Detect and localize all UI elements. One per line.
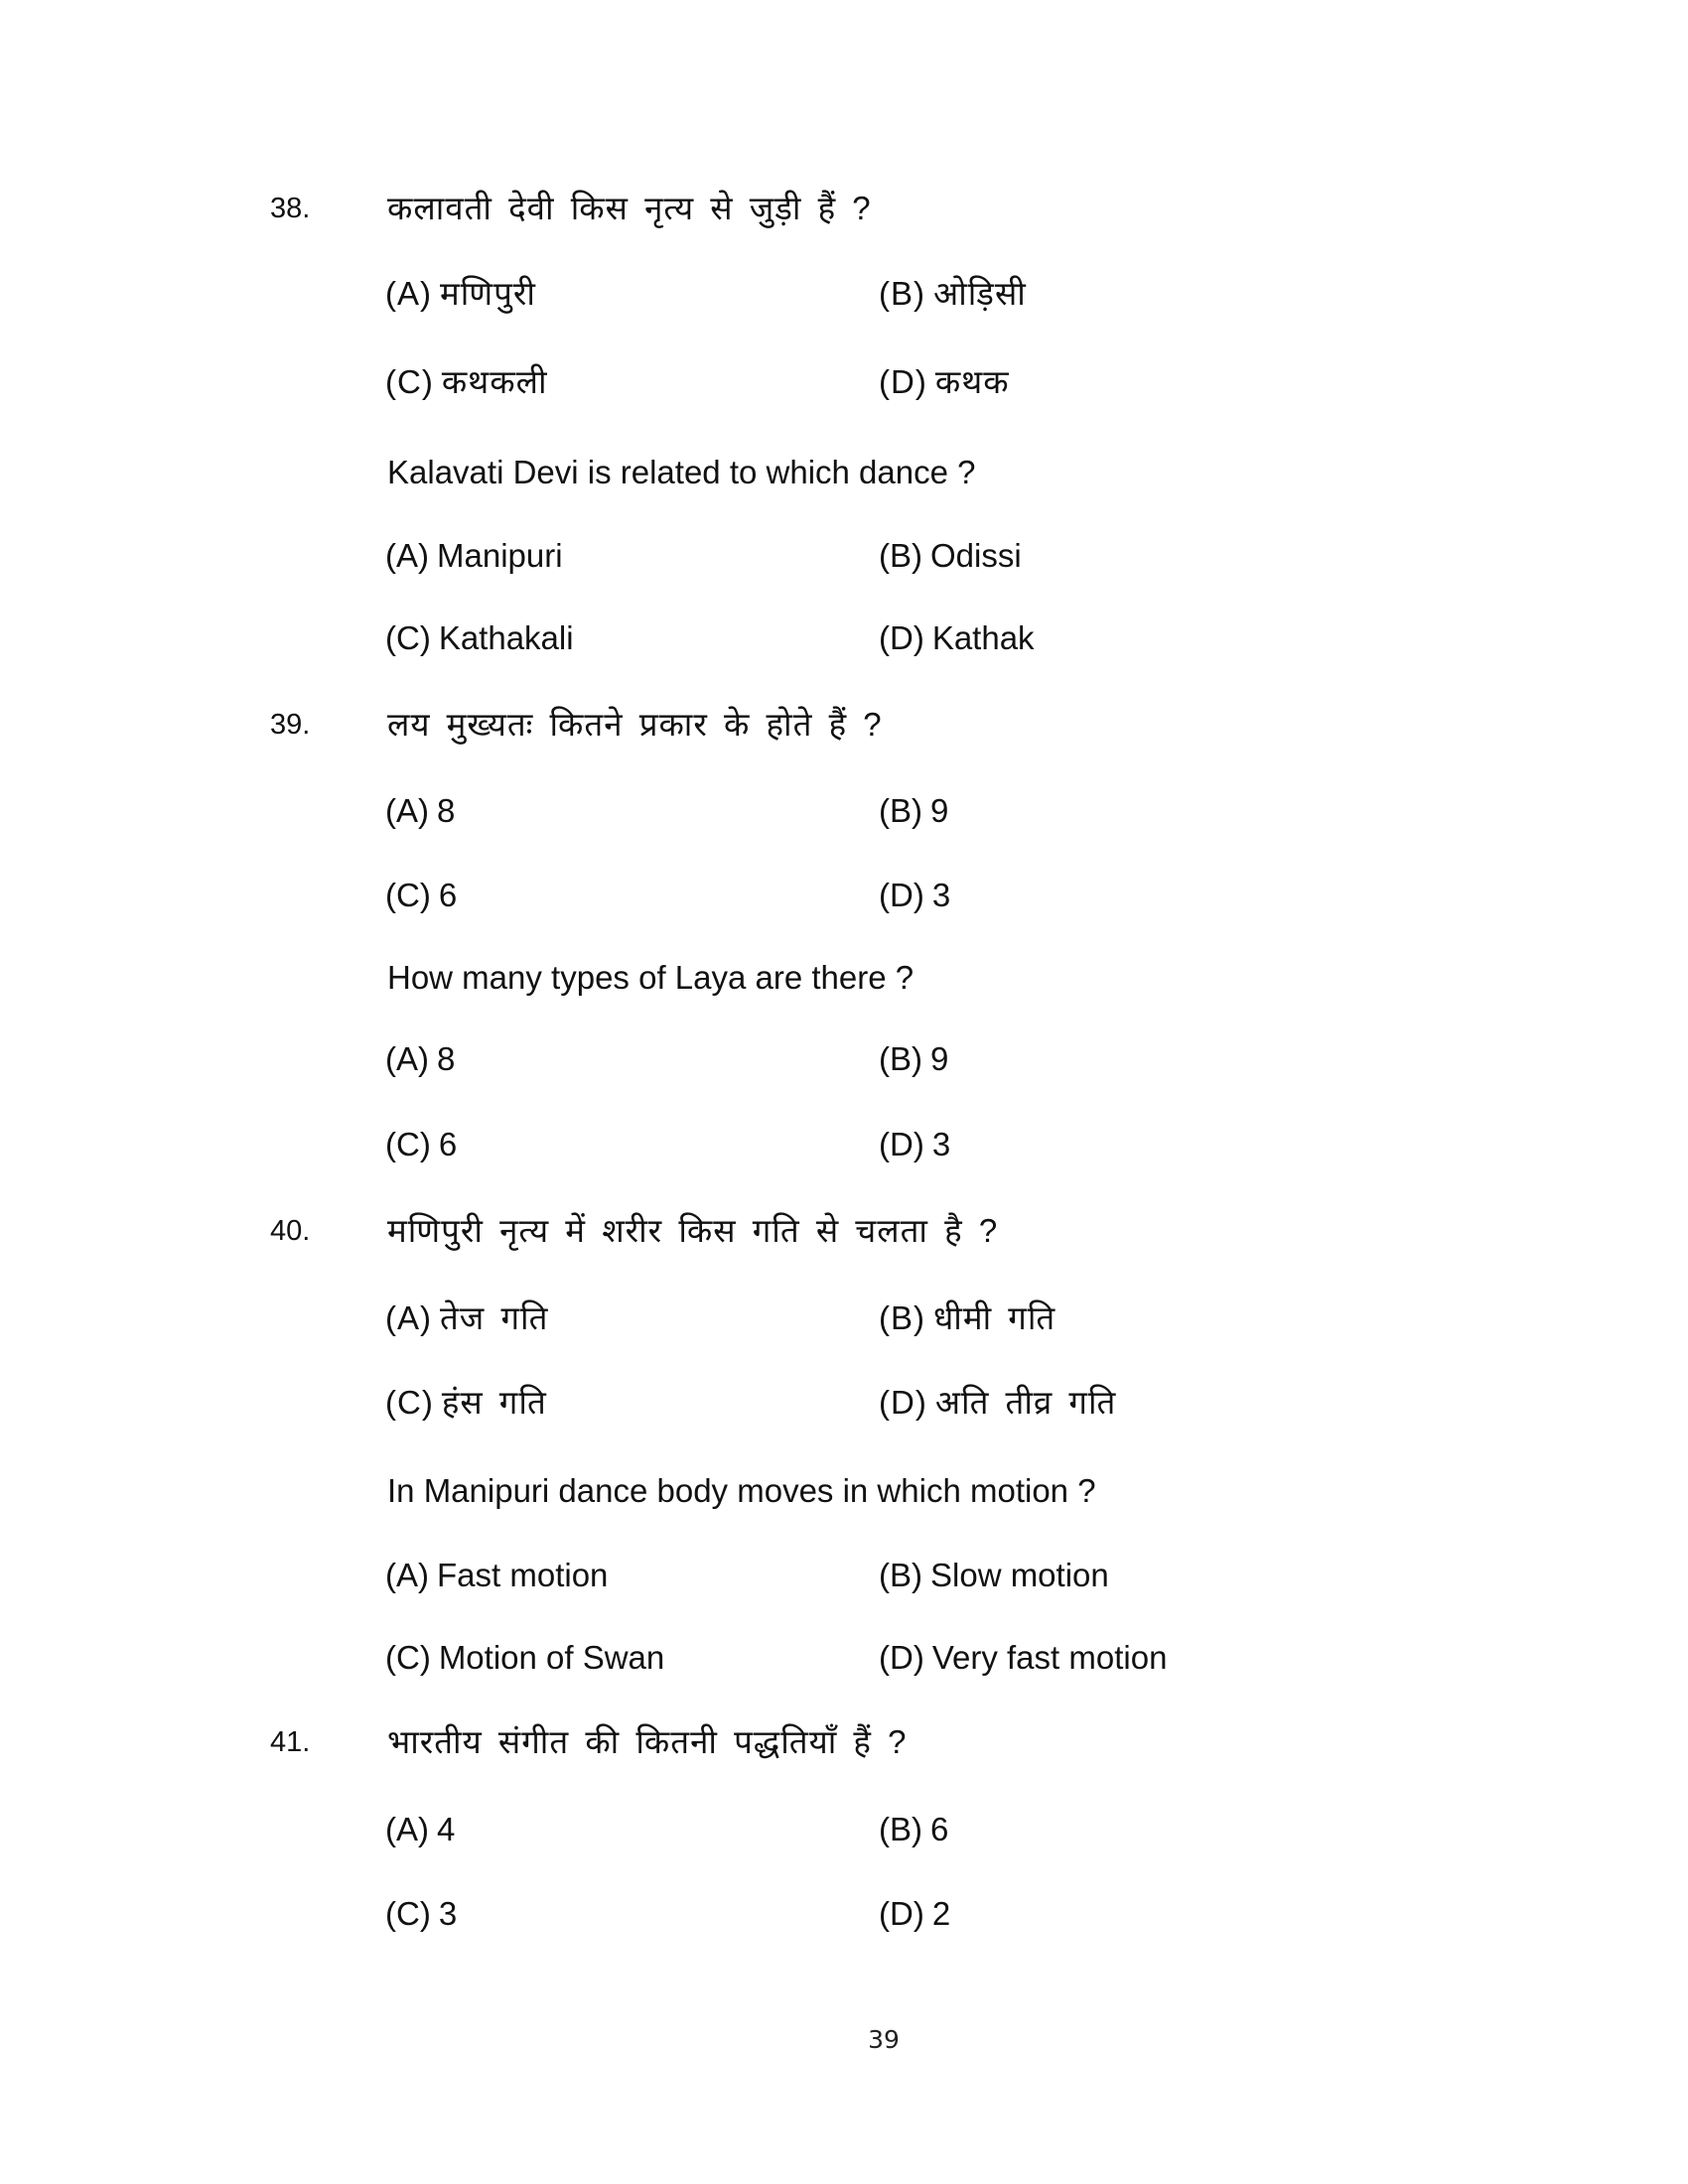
option-label: (A) bbox=[385, 275, 432, 312]
option-d-hindi bbox=[879, 871, 950, 920]
question-text-hindi: लय मुख्यतः कितने प्रकार के होते हैं ? bbox=[387, 706, 883, 743]
option-c-english bbox=[385, 1120, 457, 1169]
question-text-english: In Manipuri dance body moves in which motion ? bbox=[387, 1472, 1096, 1509]
option-b-english bbox=[879, 531, 1022, 581]
option-d-english bbox=[879, 614, 1035, 663]
page-number: 39 bbox=[868, 2025, 900, 2054]
option-text: Fast motion bbox=[437, 1557, 609, 1593]
option-text: 9 bbox=[930, 1040, 949, 1077]
option-d-english bbox=[879, 1120, 950, 1169]
option-text: कथक bbox=[934, 363, 1010, 400]
option-label: (D) bbox=[879, 1895, 924, 1932]
option-text: कथकली bbox=[441, 363, 548, 400]
option-text: मणिपुरी bbox=[440, 275, 536, 312]
option-label: (B) bbox=[879, 275, 925, 312]
option-text: ओड़िसी bbox=[933, 275, 1027, 312]
option-label: (A) bbox=[385, 537, 429, 574]
question-number: 41. bbox=[270, 1726, 311, 1758]
option-text: Kathak bbox=[931, 619, 1035, 656]
question-number: 38. bbox=[270, 193, 311, 224]
option-label: (B) bbox=[879, 1557, 922, 1593]
option-label: (D) bbox=[879, 363, 927, 400]
option-c-english bbox=[385, 614, 574, 663]
option-text: 4 bbox=[437, 1811, 456, 1847]
option-c-hindi bbox=[385, 871, 457, 920]
option-c-hindi bbox=[385, 1378, 547, 1428]
option-label: (A) bbox=[385, 1811, 429, 1847]
option-c-hindi bbox=[385, 1889, 457, 1939]
option-b-hindi bbox=[879, 269, 1027, 319]
option-c-hindi bbox=[385, 357, 548, 407]
option-text: Motion of Swan bbox=[438, 1639, 665, 1676]
option-label: (C) bbox=[385, 619, 431, 656]
option-text: धीमी गति bbox=[933, 1299, 1056, 1336]
option-b-hindi bbox=[879, 1805, 948, 1854]
option-text: 6 bbox=[438, 877, 458, 913]
option-text: 8 bbox=[437, 792, 456, 829]
option-a-hindi bbox=[385, 1805, 455, 1854]
question-text-hindi: भारतीय संगीत की कितनी पद्धतियाँ हैं ? bbox=[387, 1723, 908, 1760]
question-text-hindi: मणिपुरी नृत्य में शरीर किस गति से चलता है ? bbox=[387, 1212, 999, 1249]
option-text: Manipuri bbox=[437, 537, 563, 574]
question-number: 40. bbox=[270, 1215, 311, 1247]
question-number: 39. bbox=[270, 709, 311, 741]
option-label: (C) bbox=[385, 363, 434, 400]
option-text: 3 bbox=[438, 1895, 458, 1932]
option-text: हंस गति bbox=[441, 1384, 547, 1421]
option-label: (D) bbox=[879, 1384, 927, 1421]
option-text: Kathakali bbox=[438, 619, 574, 656]
option-label: (B) bbox=[879, 792, 922, 829]
option-label: (C) bbox=[385, 877, 431, 913]
option-label: (B) bbox=[879, 1299, 925, 1336]
option-a-english bbox=[385, 531, 563, 581]
option-b-english bbox=[879, 1034, 948, 1084]
option-label: (D) bbox=[879, 1639, 924, 1676]
question-text-hindi: कलावती देवी किस नृत्य से जुड़ी हैं ? bbox=[387, 190, 872, 226]
option-label: (A) bbox=[385, 1299, 432, 1336]
option-label: (D) bbox=[879, 1126, 924, 1162]
option-b-english bbox=[879, 1551, 1109, 1600]
option-label: (C) bbox=[385, 1384, 434, 1421]
question-text-english: Kalavati Devi is related to which dance ? bbox=[387, 454, 976, 490]
option-d-english bbox=[879, 1633, 1167, 1683]
option-label: (C) bbox=[385, 1639, 431, 1676]
option-label: (A) bbox=[385, 1557, 429, 1593]
option-label: (B) bbox=[879, 537, 922, 574]
option-b-hindi bbox=[879, 786, 948, 836]
option-text: 8 bbox=[437, 1040, 456, 1077]
option-text: 9 bbox=[930, 792, 949, 829]
option-text: Odissi bbox=[930, 537, 1022, 574]
question-text-english: How many types of Laya are there ? bbox=[387, 959, 914, 996]
option-d-hindi bbox=[879, 1378, 1116, 1428]
option-text: तेज गति bbox=[440, 1299, 549, 1336]
option-text: 2 bbox=[931, 1895, 951, 1932]
option-label: (C) bbox=[385, 1895, 431, 1932]
option-label: (A) bbox=[385, 1040, 429, 1077]
option-text: 6 bbox=[930, 1811, 949, 1847]
option-d-hindi bbox=[879, 357, 1010, 407]
option-a-english bbox=[385, 1034, 455, 1084]
option-label: (A) bbox=[385, 792, 429, 829]
option-a-hindi bbox=[385, 786, 455, 836]
option-label: (B) bbox=[879, 1040, 922, 1077]
option-label: (C) bbox=[385, 1126, 431, 1162]
option-c-english bbox=[385, 1633, 664, 1683]
option-text: 3 bbox=[931, 1126, 951, 1162]
option-label: (D) bbox=[879, 619, 924, 656]
option-a-hindi bbox=[385, 269, 536, 319]
option-text: Slow motion bbox=[930, 1557, 1109, 1593]
option-label: (D) bbox=[879, 877, 924, 913]
option-label: (B) bbox=[879, 1811, 922, 1847]
option-text: अति तीव्र गति bbox=[934, 1384, 1117, 1421]
option-b-hindi bbox=[879, 1294, 1055, 1343]
option-text: 6 bbox=[438, 1126, 458, 1162]
option-d-hindi bbox=[879, 1889, 950, 1939]
option-a-hindi bbox=[385, 1294, 548, 1343]
option-a-english bbox=[385, 1551, 608, 1600]
option-text: 3 bbox=[931, 877, 951, 913]
option-text: Very fast motion bbox=[931, 1639, 1168, 1676]
